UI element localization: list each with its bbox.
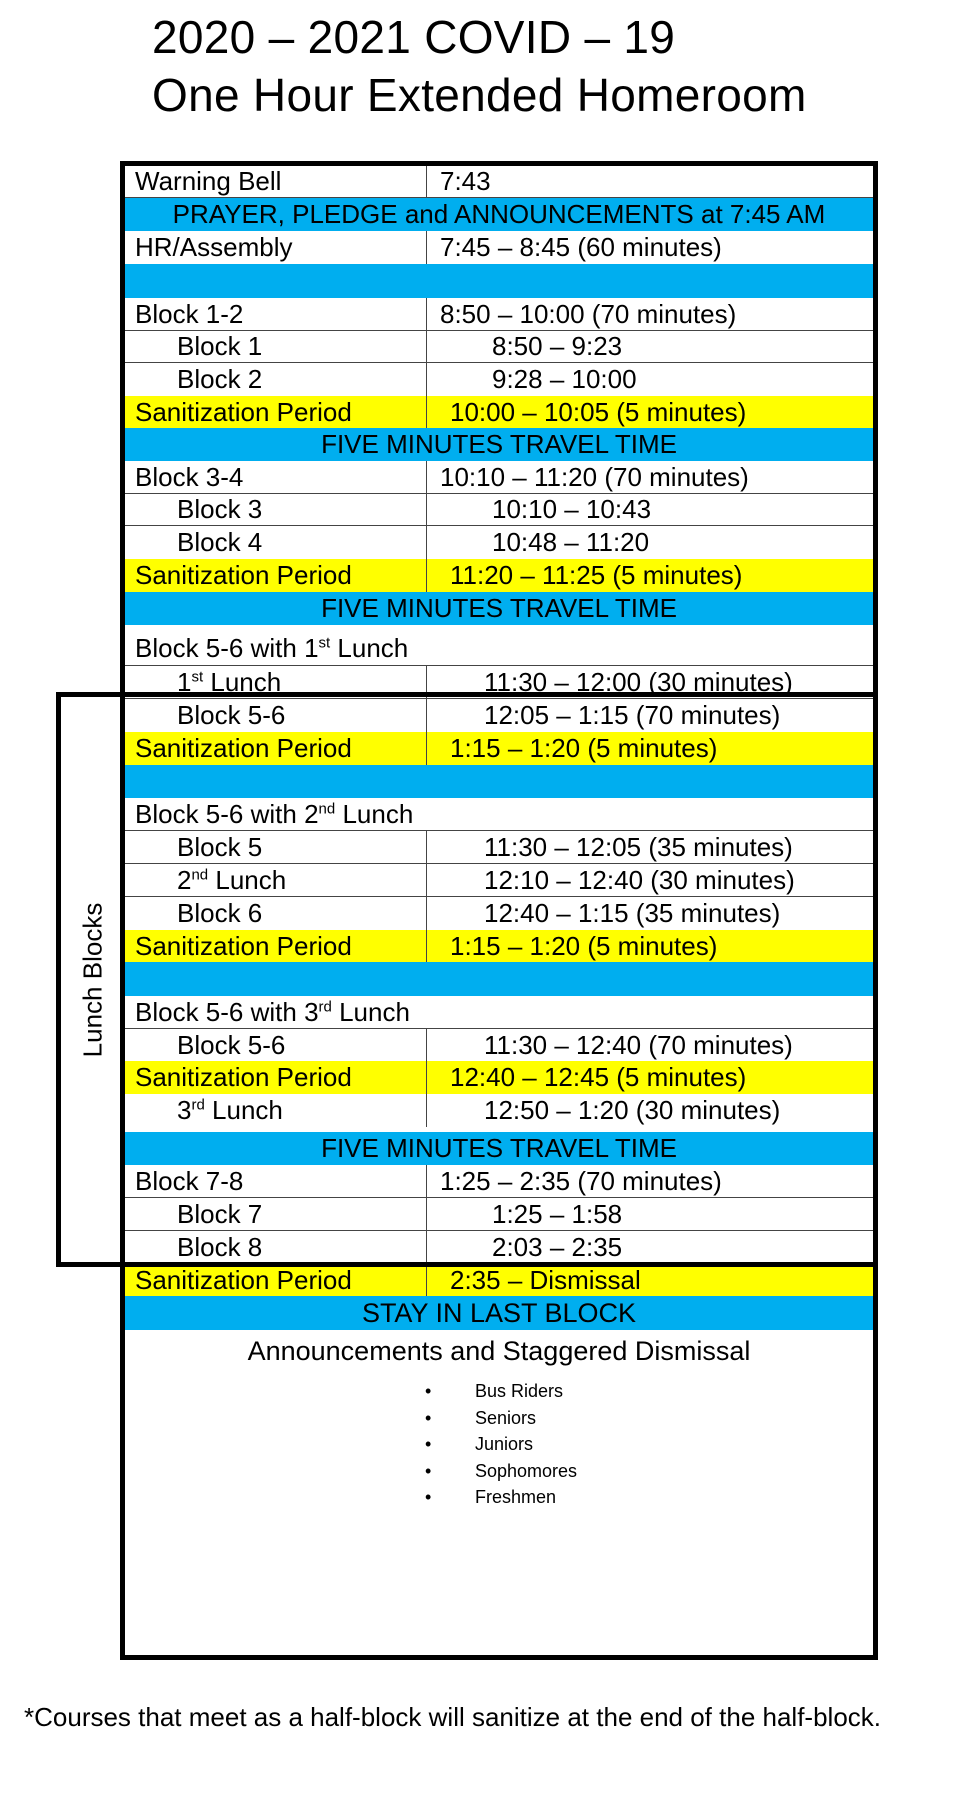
row-label: Block 5-6 (177, 1029, 286, 1060)
row-block-7 (125, 1198, 873, 1231)
row-label: Block 4 (177, 527, 263, 557)
row-hr-assembly (125, 231, 873, 264)
row-lunch-2-header (125, 798, 873, 831)
row-time: 12:10 – 12:40 (30 minutes) (484, 864, 795, 895)
row-block-1 (125, 331, 873, 363)
row-time: 10:00 – 10:05 (5 minutes) (450, 396, 747, 427)
row-block-8 (125, 1231, 873, 1264)
row-time: 10:10 – 11:20 (70 minutes) (440, 461, 749, 492)
row-label: Block 5-6 (177, 700, 286, 730)
row-label: Block 2 (177, 364, 263, 394)
row-label: Sanitization Period (135, 560, 352, 590)
row-label: Block 1 (177, 331, 263, 361)
row-block-4 (125, 526, 873, 559)
lunch-blocks-label-text: Lunch Blocks (77, 902, 108, 1058)
banner-text: FIVE MINUTES TRAVEL TIME (321, 1133, 677, 1163)
row-3rd-lunch (125, 1094, 873, 1127)
row-time: 1:25 – 1:58 (492, 1198, 623, 1229)
row-label: 2nd Lunch (177, 864, 287, 895)
footnote: *Courses that meet as a half-block will sanitize at the end of the half-block. (24, 1702, 881, 1732)
row-sanitization (125, 559, 873, 592)
row-label: Block 7-8 (135, 1165, 244, 1196)
row-label: Block 7 (177, 1198, 263, 1229)
row-time: 11:20 – 11:25 (5 minutes) (450, 560, 743, 590)
lunch-header: Block 5-6 with 2nd Lunch (135, 798, 414, 829)
row-block-1-2 (125, 298, 873, 331)
row-sanitization (125, 732, 873, 765)
row-label: Sanitization Period (135, 1264, 352, 1295)
row-label: 3rd Lunch (177, 1095, 283, 1125)
row-label: Block 3 (177, 494, 263, 524)
row-sanitization (125, 396, 873, 428)
row-2nd-lunch (125, 864, 873, 897)
row-label: 1st Lunch (177, 666, 282, 697)
banner-travel-time (125, 592, 873, 625)
dismissal-title: Announcements and Staggered Dismissal (247, 1336, 751, 1366)
row-label: Sanitization Period (135, 396, 352, 427)
row-block-3 (125, 494, 873, 526)
dismissal-list (425, 1378, 577, 1511)
row-time: 1:15 – 1:20 (5 minutes) (450, 733, 718, 763)
row-label: Block 6 (177, 898, 263, 928)
row-label: Sanitization Period (135, 930, 352, 961)
page-title-line-2: One Hour Extended Homeroom (152, 69, 807, 121)
lunch-header: Block 5-6 with 1st Lunch (135, 633, 409, 663)
row-time: 11:30 – 12:40 (70 minutes) (484, 1029, 793, 1060)
list-item: • Sophomores (425, 1458, 577, 1485)
list-item: • Freshmen (425, 1484, 577, 1511)
row-time: 9:28 – 10:00 (492, 364, 637, 394)
row-block-5-6 (125, 699, 873, 732)
row-label: HR/Assembly (135, 232, 293, 262)
row-time: 12:40 – 12:45 (5 minutes) (450, 1062, 747, 1092)
row-block-6 (125, 897, 873, 930)
row-warning-bell (125, 166, 873, 198)
banner-text: FIVE MINUTES TRAVEL TIME (321, 593, 677, 623)
row-sanitization (125, 930, 873, 962)
row-time: 12:50 – 1:20 (30 minutes) (484, 1095, 781, 1125)
row-time: 12:05 – 1:15 (70 minutes) (484, 700, 781, 730)
row-time: 8:50 – 10:00 (70 minutes) (440, 298, 737, 329)
banner-prayer (125, 198, 873, 231)
row-time: 7:43 (440, 166, 491, 196)
list-item: • Juniors (425, 1431, 577, 1458)
page-title-line-1: 2020 – 2021 COVID – 19 (152, 11, 676, 63)
row-label: Block 1-2 (135, 298, 244, 329)
banner-stay-in-last-block (125, 1296, 873, 1330)
row-time: 12:40 – 1:15 (35 minutes) (484, 898, 781, 928)
spacer-band (125, 264, 873, 298)
row-time: 8:50 – 9:23 (492, 331, 623, 361)
banner-text: PRAYER, PLEDGE and ANNOUNCEMENTS at 7:45 AM (172, 199, 826, 229)
row-time: 11:30 – 12:05 (35 minutes) (484, 831, 793, 862)
row-label: Warning Bell (135, 166, 282, 196)
spacer-band (125, 962, 873, 996)
row-label: Block 5 (177, 831, 263, 862)
row-block-3-4 (125, 461, 873, 494)
row-sanitization (125, 1264, 873, 1296)
list-item: • Bus Riders (425, 1378, 577, 1405)
row-time: 11:30 – 12:00 (30 minutes) (484, 666, 793, 697)
row-block-2 (125, 363, 873, 396)
row-time: 1:15 – 1:20 (5 minutes) (450, 930, 718, 961)
row-label: Sanitization Period (135, 733, 352, 763)
row-label: Block 8 (177, 1232, 263, 1262)
list-item: • Seniors (425, 1405, 577, 1432)
row-time: 2:35 – Dismissal (450, 1264, 641, 1295)
row-time: 10:10 – 10:43 (492, 494, 652, 524)
row-block-5 (125, 831, 873, 864)
row-time: 7:45 – 8:45 (60 minutes) (440, 232, 722, 262)
banner-travel-time (125, 428, 873, 461)
row-time: 1:25 – 2:35 (70 minutes) (440, 1165, 722, 1196)
banner-text: STAY IN LAST BLOCK (361, 1297, 637, 1328)
schedule-table (120, 161, 878, 1660)
row-time: 10:48 – 11:20 (492, 527, 650, 557)
row-sanitization (125, 1061, 873, 1094)
banner-travel-time (125, 1132, 873, 1165)
banner-text: FIVE MINUTES TRAVEL TIME (321, 429, 677, 459)
row-label: Block 3-4 (135, 461, 244, 492)
row-time: 2:03 – 2:35 (492, 1232, 623, 1262)
row-block-7-8 (125, 1165, 873, 1198)
dismissal-section (125, 1330, 873, 1655)
row-1st-lunch (125, 666, 873, 699)
spacer-band (125, 765, 873, 798)
row-lunch-3-header (125, 996, 873, 1029)
row-block-5-6 (125, 1029, 873, 1061)
lunch-header: Block 5-6 with 3rd Lunch (135, 996, 410, 1027)
row-lunch-1-header (125, 632, 873, 666)
row-label: Sanitization Period (135, 1062, 352, 1092)
